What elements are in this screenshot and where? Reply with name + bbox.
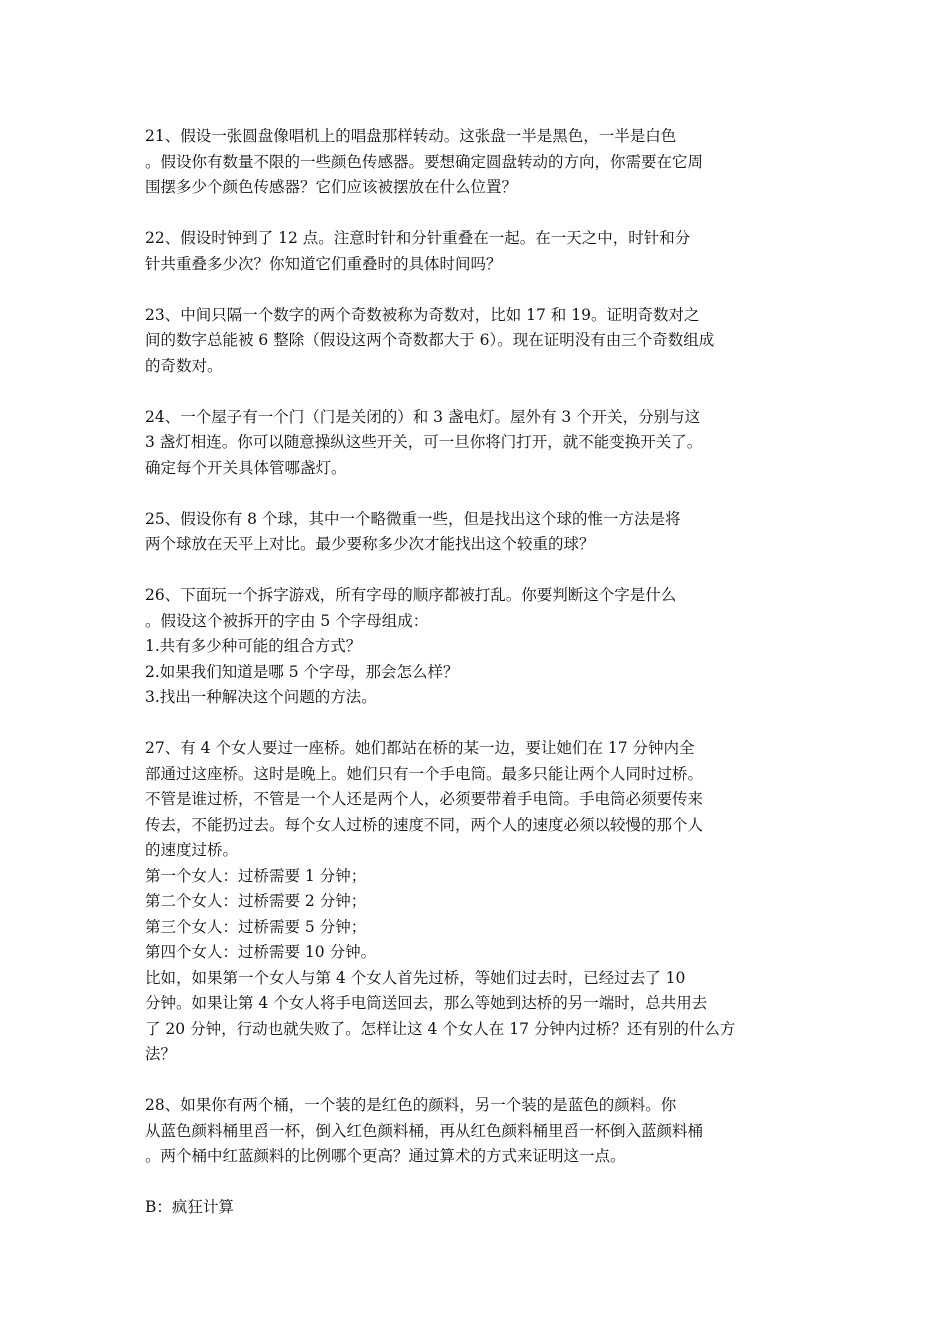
question-26-line: 。假设这个被拆开的字由 5 个字母组成：: [145, 611, 429, 630]
question-21-line: 。假设你有数量不限的一些颜色传感器。要想确定圆盘转动的方向，你需要在它周: [145, 152, 704, 171]
question-25-line: 两个球放在天平上对比。最少要称多少次才能找出这个较重的球？: [145, 535, 595, 553]
question-22: [145, 226, 785, 277]
question-26-line: 26、下面玩一个拆字游戏，所有字母的顺序都被打乱。你要判断这个字是什么: [145, 586, 677, 604]
paragraph-gap: [145, 277, 785, 303]
question-21-line: 21、假设一张圆盘像唱机上的唱盘那样转动。这张盘一半是黑色，一半是白色: [145, 127, 677, 145]
question-24-line: 24、一个屋子有一个门（门是关闭的）和 3 盏电灯。屋外有 3 个开关，分别与这: [145, 407, 701, 426]
question-27-line: 的速度过桥。: [145, 841, 239, 859]
question-26-subitem: 2.如果我们知道是哪 5 个字母，那会怎么样？: [145, 662, 459, 681]
paragraph-gap: [145, 379, 785, 405]
question-26-subitem: 1.共有多少种可能的组合方式？: [145, 637, 362, 655]
section-heading-b: B：疯狂计算: [145, 1198, 234, 1216]
paragraph-gap: [145, 481, 785, 507]
question-27-line: 27、有 4 个女人要过一座桥。她们都站在桥的某一边，要让她们在 17 分钟内全: [145, 739, 695, 757]
question-27-list-item: 第四个女人：过桥需要 10 分钟。: [145, 943, 377, 961]
question-27-line: 比如，如果第一个女人与第 4 个女人首先过桥，等她们过去时，已经过去了 10: [145, 968, 686, 987]
question-27-list-item: 第三个女人：过桥需要 5 分钟；: [145, 917, 367, 936]
question-28-line: 从蓝色颜料桶里舀一杯，倒入红色颜料桶，再从红色颜料桶里舀一杯倒入蓝颜料桶: [145, 1121, 704, 1140]
paragraph-gap: [145, 1068, 785, 1094]
question-27-list-item: 第二个女人：过桥需要 2 分钟；: [145, 892, 367, 910]
question-22-line: 针共重叠多少次？你知道它们重叠时的具体时间吗？: [145, 254, 502, 273]
question-27-line: 部通过这座桥。这时是晚上。她们只有一个手电筒。最多只能让两个人同时过桥。: [145, 764, 704, 783]
question-27-line: 法？: [145, 1045, 177, 1063]
question-24-line: 确定每个开关具体管哪盏灯。: [145, 458, 347, 477]
question-23-line: 间的数字总能被 6 整除（假设这两个奇数都大于 6）。现在证明没有由三个奇数组成: [145, 331, 715, 349]
question-27-line: 了 20 分钟，行动也就失败了。怎样让这 4 个女人在 17 分钟内过桥？还有别的什么方: [145, 1019, 736, 1038]
paragraph-gap: [145, 1170, 785, 1196]
question-24-line: 3 盏灯相连。你可以随意操纵这些开关，可一旦你将门打开，就不能变换开关了。: [145, 433, 703, 451]
question-22-line: 22、假设时钟到了 12 点。注意时针和分针重叠在一起。在一天之中，时针和分: [145, 229, 691, 247]
paragraph-gap: [145, 201, 785, 227]
question-23-line: 的奇数对。: [145, 356, 223, 375]
question-27: [145, 736, 785, 1068]
question-25: [145, 507, 785, 558]
question-24: [145, 405, 785, 482]
question-27-line: 不管是谁过桥，不管是一个人还是两个人，必须要带着手电筒。手电筒必须要传来: [145, 790, 704, 808]
question-27-line: 传去，不能扔过去。每个女人过桥的速度不同，两个人的速度必须以较慢的那个人: [145, 815, 704, 834]
question-21-line: 围摆多少个颜色传感器？它们应该被摆放在什么位置？: [145, 178, 518, 196]
question-23: [145, 303, 785, 380]
question-27-line: 分钟。如果让第 4 个女人将手电筒送回去，那么等她到达桥的另一端时，总共用去: [145, 994, 708, 1012]
question-21: [145, 124, 785, 201]
paragraph-gap: [145, 558, 785, 584]
question-26: [145, 583, 785, 711]
question-28: [145, 1093, 785, 1170]
question-28-line: 28、如果你有两个桶，一个装的是红色的颜料，另一个装的是蓝色的颜料。你: [145, 1096, 677, 1114]
question-26-subitem: 3.找出一种解决这个问题的方法。: [145, 688, 377, 706]
paragraph-gap: [145, 711, 785, 737]
question-28-line: 。两个桶中红蓝颜料的比例哪个更高？通过算术的方式来证明这一点。: [145, 1147, 626, 1165]
question-25-line: 25、假设你有 8 个球，其中一个略微重一些，但是找出这个球的惟一方法是将: [145, 509, 681, 528]
question-23-line: 23、中间只隔一个数字的两个奇数被称为奇数对，比如 17 和 19。证明奇数对之: [145, 305, 700, 324]
document-body: [145, 124, 785, 1221]
question-27-list-item: 第一个女人：过桥需要 1 分钟；: [145, 866, 367, 885]
